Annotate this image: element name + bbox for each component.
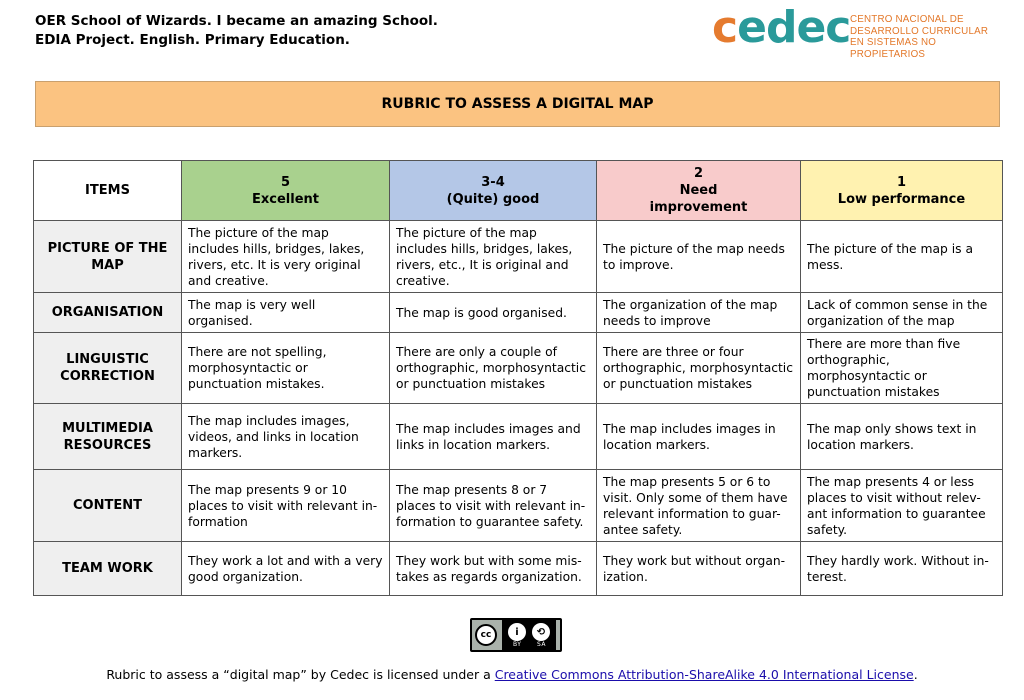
logo-letter: c [825, 2, 851, 53]
rubric-cell: The map only shows text in location markers. [801, 404, 1003, 470]
header-line: 5 [280, 174, 291, 190]
cedec-logo [712, 2, 1012, 60]
rubric-header-row [34, 161, 1003, 221]
rubric-cell: The picture of the map is a mess. [801, 221, 1003, 293]
rubric-cell: There are three or four orthographic, morphosyntactic or punctuation mistakes [597, 333, 801, 404]
rubric-item-label: MULTIMEDIA RESOURCES [34, 404, 182, 470]
cc-icon: cc [475, 624, 497, 646]
rubric-cell: The map presents 4 or less places to visit without relev-ant information to guarantee safety. [801, 470, 1003, 542]
document-header [35, 12, 438, 50]
rubric-cell: They work a lot and with a very good organization. [182, 542, 390, 596]
cc-by-sa-badge[interactable] [470, 618, 562, 652]
rubric-cell: The picture of the map needs to improve. [597, 221, 801, 293]
rubric-cell: The map is good organised. [390, 293, 597, 333]
license-prefix: Rubric to assess a “digital map” by Cedec is licensed under a [106, 667, 495, 682]
rubric-cell: The map includes images, videos, and links in location markers. [182, 404, 390, 470]
rubric-cell: The picture of the map includes hills, bridges, lakes, rivers, etc., It is original and creative. [390, 221, 597, 293]
score-column-header [390, 161, 597, 221]
items-column-header [34, 161, 182, 221]
rubric-row [34, 333, 1003, 404]
logo-sub-line-2: DESARROLLO CURRICULAR [850, 25, 989, 37]
rubric-cell: The map presents 8 or 7 places to visit with relevant in-formation to guarantee safety. [390, 470, 597, 542]
header-line: Low performance [837, 191, 966, 207]
logo-letter: d [765, 2, 797, 53]
rubric-row [34, 470, 1003, 542]
header-line: 2 [693, 166, 704, 181]
header-line: Need [679, 183, 718, 198]
rubric-item-label: LINGUISTIC CORRECTION [34, 333, 182, 404]
rubric-cell: The map is very well organised. [182, 293, 390, 333]
license-link[interactable]: Creative Commons Attribution-ShareAlike 4.0 International License [494, 667, 914, 682]
rubric-cell: There are more than five orthographic, morphosyntactic or punctuation mistakes [801, 333, 1003, 404]
rubric-cell: The map presents 9 or 10 places to visit with relevant in-formation [182, 470, 390, 542]
header-line-2: EDIA Project. English. Primary Education. [35, 32, 350, 48]
logo-letter: e [737, 2, 766, 53]
rubric-table [33, 160, 1003, 596]
rubric-row [34, 221, 1003, 293]
rubric-item-label: PICTURE OF THE MAP [34, 221, 182, 293]
share-alike-icon: ⟲ [532, 623, 550, 641]
badge-sa-label: SA [537, 641, 547, 648]
rubric-item-label: CONTENT [34, 470, 182, 542]
logo-subtitle [850, 14, 1012, 60]
rubric-cell: They work but without organ-ization. [597, 542, 801, 596]
logo-sub-line-3: EN SISTEMAS NO PROPIETARIOS [850, 37, 937, 60]
rubric-cell: The map includes images in location markers. [597, 404, 801, 470]
attribution-icon: i [508, 623, 526, 641]
rubric-cell: The picture of the map includes hills, bridges, lakes, rivers, etc. It is very original and creative. [182, 221, 390, 293]
badge-right-panel [502, 620, 556, 650]
score-column-header [597, 161, 801, 221]
logo-letter: e [796, 2, 826, 53]
license-suffix: . [913, 667, 918, 682]
rubric-row [34, 542, 1003, 596]
license-notice [0, 667, 1024, 682]
logo-sub-line-1: CENTRO NACIONAL DE [850, 14, 964, 25]
badge-by-label: BY [513, 641, 522, 648]
header-line: 3-4 [481, 174, 505, 190]
rubric-cell: Lack of common sense in the organization of the map [801, 293, 1003, 333]
rubric-cell: There are not spelling, morphosyntactic or punctuation mistakes. [182, 333, 390, 404]
header-line: improvement [649, 200, 748, 215]
score-column-header [801, 161, 1003, 221]
rubric-item-label: ORGANISATION [34, 293, 182, 333]
header-line: Excellent [252, 191, 319, 207]
rubric-cell: The map presents 5 or 6 to visit. Only some of them have relevant information to guar-antee safety. [597, 470, 801, 542]
header-line-1: OER School of Wizards. I became an amazing School. [35, 13, 438, 29]
rubric-cell: They hardly work. Without in-terest. [801, 542, 1003, 596]
rubric-cell: The organization of the map needs to improve [597, 293, 801, 333]
rubric-cell: There are only a couple of orthographic, morphosyntactic or punctuation mistakes [390, 333, 597, 404]
score-column-header [182, 161, 390, 221]
logo-wordmark [712, 0, 850, 56]
rubric-row [34, 293, 1003, 333]
rubric-row [34, 404, 1003, 470]
rubric-title: RUBRIC TO ASSESS A DIGITAL MAP [35, 81, 1000, 127]
logo-letter: c [712, 2, 738, 53]
rubric-item-label: TEAM WORK [34, 542, 182, 596]
header-line: ITEMS [85, 183, 130, 198]
rubric-cell: The map includes images and links in location markers. [390, 404, 597, 470]
header-line: (Quite) good [446, 191, 540, 207]
rubric-cell: They work but with some mis-takes as regards organization. [390, 542, 597, 596]
header-line: 1 [896, 174, 907, 190]
